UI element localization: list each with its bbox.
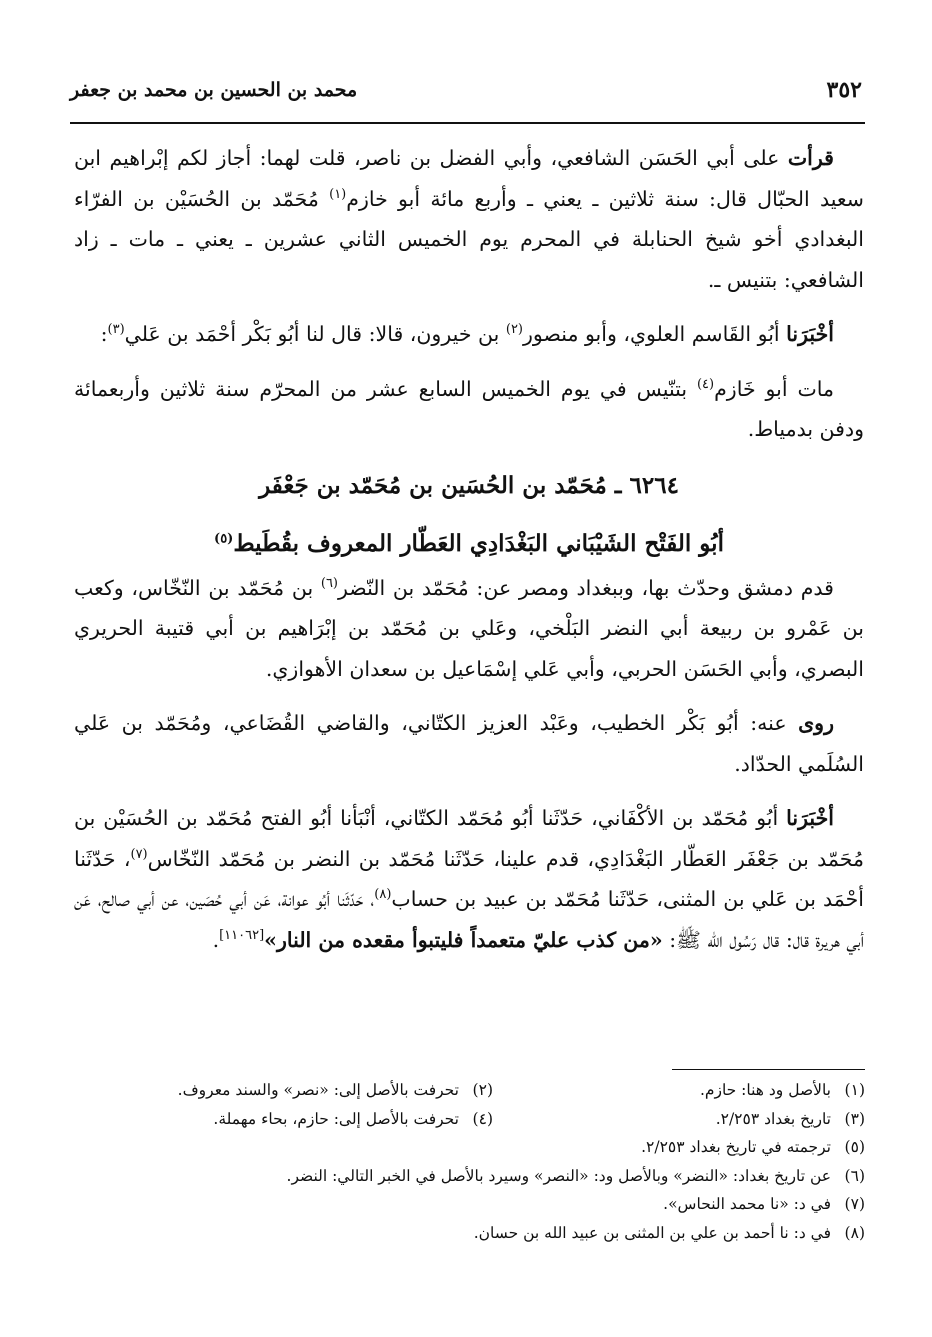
paragraph-6 bbox=[74, 798, 864, 960]
footnote-ref: (٥) bbox=[214, 530, 234, 546]
paragraph-lead: قرأت bbox=[787, 146, 834, 170]
paragraph-text: أبُو مُحَمّد بن الأكْفَاني، حَدّثَنا أبُو مُحَمّد الكتّاني، أنْبَأنا أبُو الفتح مُحَمّد بن الحُسَيْن بن مُحَمّد بن جَعْفَر العَطّار البَغْدَادِي، قدم علينا، حَدّثَنا مُحَمّد بن النضر بن مُحَمّد النّخّاس bbox=[74, 806, 864, 871]
footnote-text: ترجمته في تاريخ بغداد ٢/٢٥٣. bbox=[641, 1138, 831, 1156]
paragraph-1 bbox=[74, 138, 864, 300]
header-rule bbox=[70, 122, 865, 124]
footnote-item bbox=[120, 1190, 865, 1219]
footnote-row bbox=[120, 1105, 865, 1134]
paragraph-text: قدم دمشق وحدّث بها، وببغداد ومصر عن: مُحَمّد بن النّضر bbox=[338, 575, 834, 600]
footnote-number: (٤) bbox=[472, 1109, 493, 1128]
footnote-item bbox=[120, 1219, 865, 1248]
paragraph-5 bbox=[74, 703, 864, 784]
footnote-item bbox=[121, 1076, 493, 1105]
paragraph-text: بن مُحَمّد بن النّخّاس، وكعب بن عَمْرو بن ربيعة أبي النضر البَلْخي، وعَلي بن مُحَمّد بن إبْرَاهيم بن أبي قتيبة الحريري البصري، وأبي الحَسَن الحربي، وأبي عَلي إسْمَاعيل بن سعدان الأهوازي. bbox=[74, 575, 864, 681]
footnote-number: (٧) bbox=[844, 1195, 865, 1213]
footnote-item bbox=[120, 1133, 865, 1162]
hadith-quote: «من كذب عليّ متعمداً فليتبوأ مقعده من النار» bbox=[264, 927, 663, 952]
footnote-number: (٥) bbox=[844, 1138, 865, 1156]
footnote-row bbox=[120, 1162, 865, 1191]
footnote-text: عن تاريخ بغداد: «النضر» وبالأصل ود: «النصر» وسيرد بالأصل في الخبر التالي: النضر. bbox=[286, 1166, 831, 1185]
paragraph-text: ، حَدّثَنا أبُو عوانة، عَن أبي حُصَين، عن أبي صالح، عَن أبي هريرة قال: قال رَسُول الله ﷺ: bbox=[74, 887, 864, 952]
entry-subheading bbox=[74, 522, 864, 566]
footnote-item bbox=[120, 1162, 865, 1191]
footnote-text: تحرفت بالأصل إلى: حازم، بحاء مهملة. bbox=[213, 1109, 459, 1128]
footnote-row bbox=[120, 1190, 865, 1219]
footnote-number: (١) bbox=[844, 1081, 865, 1099]
paragraph-text: أبُو القَاسم العلوي، وأبو منصور bbox=[523, 322, 780, 346]
paragraph-text: بن خيرون، قالا: قال لنا أبُو بَكْر أحْمَد بن عَلي bbox=[124, 322, 500, 346]
footnote-text: في د: «نا محمد النحاس». bbox=[663, 1195, 831, 1213]
footnote-ref: (٨) bbox=[374, 887, 392, 903]
footnote-ref: (٤) bbox=[696, 376, 715, 392]
footnote-ref: (٣) bbox=[107, 322, 125, 338]
footnotes bbox=[120, 1076, 865, 1247]
paragraph-3 bbox=[74, 369, 864, 450]
paragraph-text: ، حَدّثَنا أحْمَد بن عَلي بن المثنى، حَدّثَنا مُحَمّد بن عبيد بن حساب bbox=[74, 846, 864, 911]
main-text bbox=[74, 138, 864, 974]
running-title: محمد بن الحسين بن محمد بن جعفر bbox=[70, 79, 358, 101]
paragraph-text: مُحَمّد بن الحُسَيْن بن الفرّاء البغدادي أخو شيخ الحنابلة في المحرم يوم الخميس الثاني عشرين ـ يعني ـ مات ـ زاد الشافعي: بتنيس ـ. bbox=[74, 186, 864, 292]
footnote-text: تاريخ بغداد ٢/٢٥٣. bbox=[715, 1109, 831, 1128]
footnote-text: بالأصل ود هنا: حازم. bbox=[699, 1081, 831, 1099]
footnote-text: في د: نا أحمد بن علي بن المثنى بن عبيد الله بن حسان. bbox=[473, 1223, 831, 1242]
footnote-number: (٨) bbox=[844, 1223, 865, 1242]
footnote-item bbox=[121, 1105, 493, 1134]
paragraph-text: : bbox=[100, 322, 108, 346]
footnote-ref: (٦) bbox=[320, 575, 338, 591]
footnote-item bbox=[493, 1105, 865, 1134]
footnote-number: (٣) bbox=[844, 1109, 865, 1128]
footnote-row bbox=[120, 1133, 865, 1162]
footnote-row bbox=[120, 1076, 865, 1105]
paragraph-text: مات أبو خَازم bbox=[714, 376, 834, 401]
footnote-text: تحرفت بالأصل إلى: «نصر» والسند معروف. bbox=[177, 1081, 459, 1099]
paragraph-4 bbox=[74, 568, 864, 690]
paragraph-text: بتنّيس في يوم الخميس السابع عشر من المحرّم سنة ثلاثين وأربعمائة ودفن بدمياط. bbox=[74, 376, 864, 441]
footnote-item bbox=[493, 1076, 865, 1105]
entry-heading: ٦٢٦٤ ـ مُحَمّد بن الحُسَين بن مُحَمّد بن جَعْفَر bbox=[259, 471, 679, 499]
footnote-row bbox=[120, 1219, 865, 1248]
paragraph-lead: روى bbox=[798, 711, 834, 735]
paragraph-2 bbox=[74, 314, 864, 355]
footnote-ref: (٧) bbox=[130, 846, 148, 862]
paragraph-lead: أخْبَرَنا bbox=[786, 806, 834, 830]
paragraph-text: عنه: أبُو بَكْر الخطيب، وعَبْد العزيز الكتّاني، والقاضي القُضَاعي، ومُحَمّد بن عَلي السُلَمي الحدّاد. bbox=[74, 711, 864, 776]
page-number: ٣٥٢ bbox=[826, 77, 862, 103]
paragraph-text: . bbox=[212, 927, 220, 952]
paragraph-lead: أخْبَرَنا bbox=[786, 322, 834, 346]
hadith-number: [١١٠٦٢] bbox=[219, 927, 265, 943]
page-header bbox=[70, 70, 862, 110]
footnote-number: (٦) bbox=[844, 1166, 865, 1185]
entry-subheading-text: أبُو الفَتْح الشَيْبَاني البَغْدَادِي العَطّار المعروف بقُطَيط bbox=[233, 529, 724, 557]
footnote-number: (٢) bbox=[472, 1081, 493, 1099]
footnote-ref: (١) bbox=[329, 186, 347, 202]
footnote-rule bbox=[672, 1069, 865, 1070]
footnote-ref: (٢) bbox=[505, 322, 523, 338]
paragraph-text: على أبي الحَسَن الشافعي، وأبي الفضل بن ناصر، قلت لهما: أجاز لكم إبْراهيم ابن سعيد الحبّال قال: سنة ثلاثين ـ يعني ـ وأربع مائة أبو خازم bbox=[74, 146, 864, 211]
